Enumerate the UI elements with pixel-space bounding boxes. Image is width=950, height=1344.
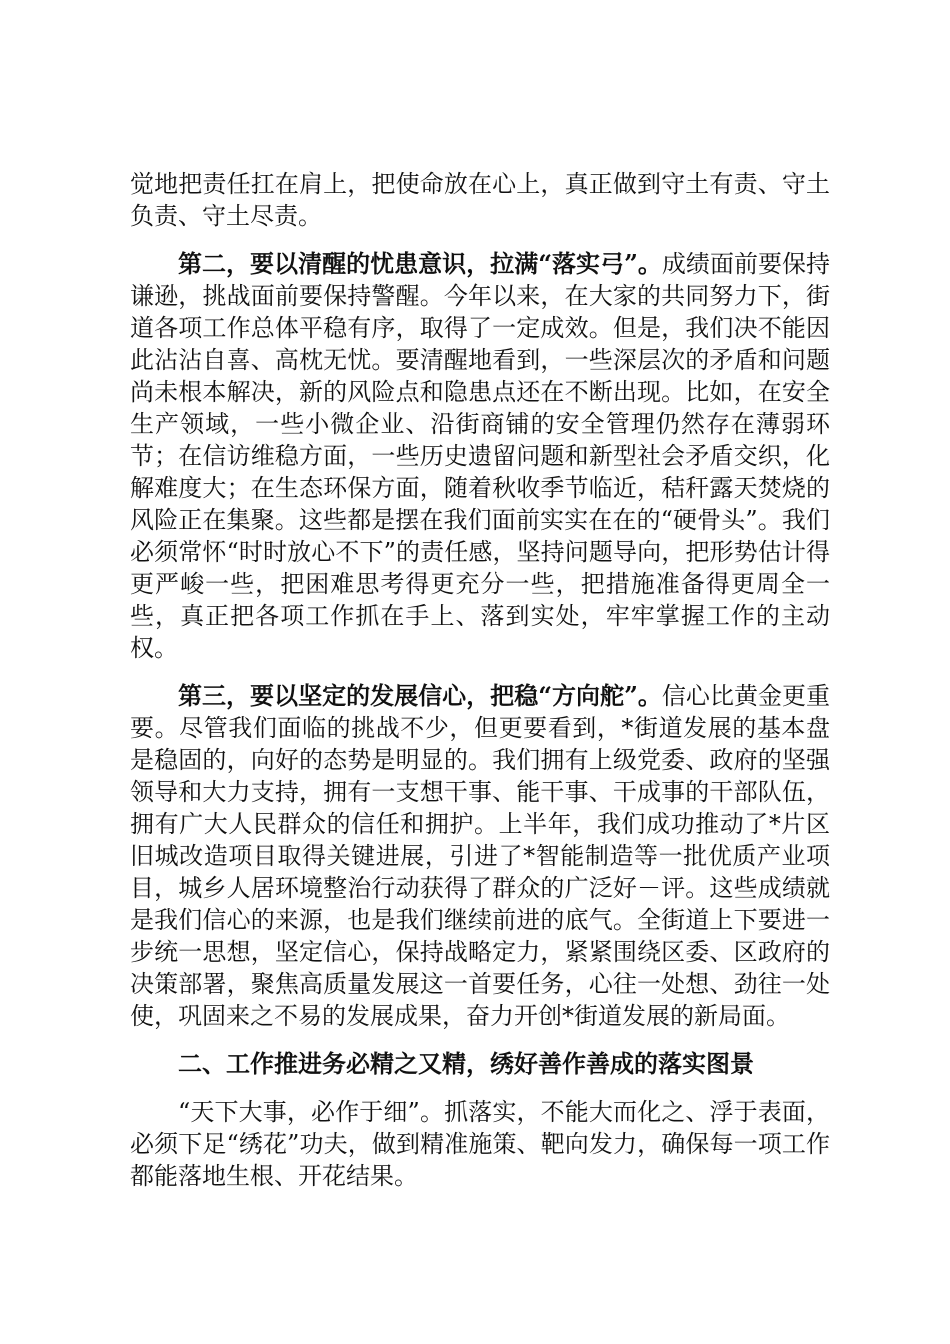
paragraph-section-intro	[130, 1096, 830, 1192]
paragraph-point-two	[130, 248, 830, 664]
paragraph-text: 成绩面前要保持谦逊，挑战面前要保持警醒。今年以来，在大家的共同努力下，街道各项工作总体平稳有序，取得了一定成效。但是，我们决不能因此沾沾自喜、高枕无忧。要清醒地看到，一些深层次的矛盾和问题尚未根本解决，新的风险点和隐患点还在不断出现。比如，在安全生产领域，一些小微企业、沿街商铺的安全管理仍然存在薄弱环节；在信访维稳方面，一些历史遗留问题和新型社会矛盾交织，化解难度大；在生态环保方面，随着秋收季节临近，秸秆露天焚烧的风险正在集聚。这些都是摆在我们面前实实在在的“硬骨头”。我们必须常怀“时时放心不下”的责任感，坚持问题导向，把形势估计得更严峻一些，把困难思考得更充分一些，把措施准备得更周全一些，真正把各项工作抓在手上、落到实处，牢牢掌握工作的主动权。	[130, 250, 831, 662]
paragraph-lead: 第三，要以坚定的发展信心，把稳“方向舵”。	[178, 681, 662, 710]
paragraph-text: “天下大事，必作于细”。抓落实，不能大而化之、浮于表面，必须下足“绣花”功夫，做到精准施策、靶向发力，确保每一项工作都能落地生根、开花结果。	[130, 1098, 830, 1190]
paragraph-text: 觉地把责任扛在肩上，把使命放在心上，真正做到守土有责、守土负责、守土尽责。	[130, 170, 830, 230]
paragraph-text: 信心比黄金更重要。尽管我们面临的挑战不少，但更要看到，*街道发展的基本盘是稳固的，向好的态势是明显的。我们拥有上级党委、政府的坚强领导和大力支持，拥有一支想干事、能干事、干成事的干部队伍，拥有广大人民群众的信任和拥护。上半年，我们成功推动了*片区旧城改造项目取得关键进展，引进了*智能制造等一批优质产业项目，城乡人居环境整治行动获得了群众的广泛好－评。这些成绩就是我们信心的来源，也是我们继续前进的底气。全街道上下要进一步统一思想，坚定信心，保持战略定力，紧紧围绕区委、区政府的决策部署，聚焦高质量发展这一首要任务，心往一处想、劲往一处使，巩固来之不易的发展成果，奋力开创*街道发展的新局面。	[130, 682, 831, 1030]
document-page	[130, 168, 830, 1208]
paragraph-continuation	[130, 168, 830, 232]
paragraph-point-three	[130, 680, 830, 1032]
paragraph-lead: 第二，要以清醒的忧患意识，拉满“落实弓”。	[178, 249, 662, 278]
section-heading: 二、工作推进务必精之又精，绣好善作善成的落实图景	[178, 1049, 754, 1078]
